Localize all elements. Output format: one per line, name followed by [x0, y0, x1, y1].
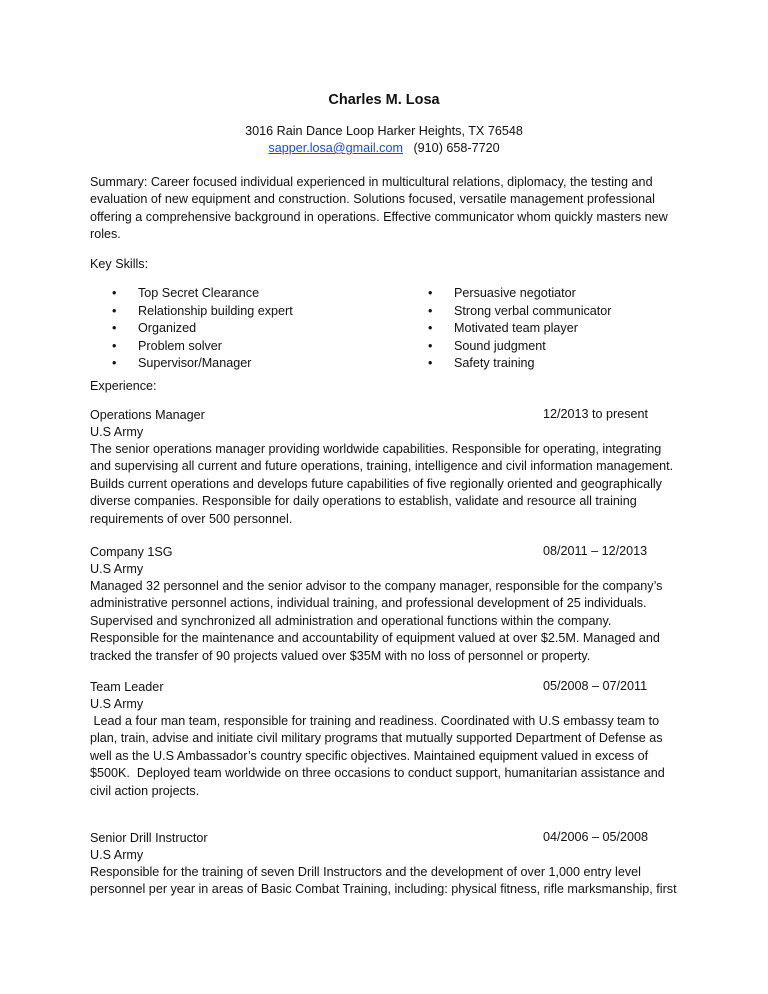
job-org: U.S Army	[90, 425, 144, 439]
bullet-icon: •	[428, 321, 433, 336]
job-description: Managed 32 personnel and the senior advisor to the company manager, responsible for the company’s administrative personnel actions, individual training, and professional development of 25 individuals. Supervised and synchronized all administration and operational functions within the company. Responsible for the maintenance and accountability of equipment valued at over $2.5M. Managed and tracked the transfer of 90 projects valued over $35M with no loss of personnel or property.	[90, 579, 663, 663]
bullet-icon: •	[428, 338, 433, 353]
job-description: Responsible for the training of seven Drill Instructors and the development of over 1,000 entry level personnel per year in areas of Basic Combat Training, including: physical fitness, rifle marksmanship, first	[90, 865, 677, 897]
job-description: The senior operations manager providing worldwide capabilities. Responsible for operating, integrating and supervising all current and future operations, training, intelligence and civil information management. Builds current operations and develops future capabilities of five regionally oriented and geographically diverse companies. Responsible for daily operations to establish, validate and resource all training requirements of over 500 personnel.	[90, 442, 674, 526]
job-org: U.S Army	[90, 562, 144, 576]
bullet-icon: •	[428, 356, 433, 371]
job-org: U.S Army	[90, 697, 144, 711]
skill-item: • Persuasive negotiator	[428, 285, 612, 303]
skill-item: • Problem solver	[112, 338, 293, 356]
contact-line	[0, 141, 768, 155]
job-description: Lead a four man team, responsible for training and readiness. Coordinated with U.S embassy team to plan, train, advise and initiate civil military programs that mutually supported Department of Defense as well as the U.S Ambassador’s country specific objectives. Maintained equipment valued in excess of $500K. Deployed team worldwide on three occasions to conduct support, humanitarian assistance and civil action projects.	[90, 714, 669, 798]
bullet-icon: •	[112, 321, 117, 336]
job-dates: 04/2006 – 05/2008	[543, 830, 649, 844]
email-link[interactable]: sapper.losa@gmail.com	[268, 141, 403, 155]
experience-heading: Experience:	[90, 379, 157, 393]
summary: Summary: Career focused individual experienced in multicultural relations, diplomacy, the testing and evaluation of new equipment and construction. Solutions focused, versatile management professional offering a comprehensive background in operations. Effective communicator whom quickly masters new roles.	[90, 175, 668, 242]
skills-heading: Key Skills:	[90, 257, 149, 271]
skill-item: • Top Secret Clearance	[112, 285, 293, 303]
job-dates: 08/2011 – 12/2013	[543, 544, 648, 558]
bullet-icon: •	[112, 356, 117, 371]
skills-list-left	[112, 285, 293, 373]
bullet-icon: •	[112, 286, 117, 300]
skill-item: • Safety training	[428, 355, 612, 373]
address: 3016 Rain Dance Loop Harker Heights, TX 76548	[245, 124, 523, 138]
candidate-name: Charles M. Losa	[328, 92, 440, 108]
skill-item: • Organized	[112, 320, 293, 338]
job-dates: 12/2013 to present	[543, 407, 649, 421]
job-title: Company 1SG	[90, 545, 173, 559]
job-dates: 05/2008 – 07/2011	[543, 679, 648, 693]
job-title: Senior Drill Instructor	[90, 831, 208, 845]
phone: (910) 658-7720	[413, 141, 500, 155]
job-title: Team Leader	[90, 680, 164, 694]
skill-item: • Sound judgment	[428, 338, 612, 356]
job-org: U.S Army	[90, 848, 144, 862]
skill-item: • Relationship building expert	[112, 303, 293, 321]
skill-item: • Strong verbal communicator	[428, 303, 612, 321]
bullet-icon: •	[112, 303, 117, 318]
bullet-icon: •	[112, 338, 117, 353]
skills-list-right	[428, 285, 612, 373]
bullet-icon: •	[428, 286, 433, 300]
bullet-icon: •	[428, 303, 433, 318]
skill-item: • Motivated team player	[428, 320, 612, 338]
job-title: Operations Manager	[90, 408, 205, 422]
skill-item: • Supervisor/Manager	[112, 355, 293, 373]
